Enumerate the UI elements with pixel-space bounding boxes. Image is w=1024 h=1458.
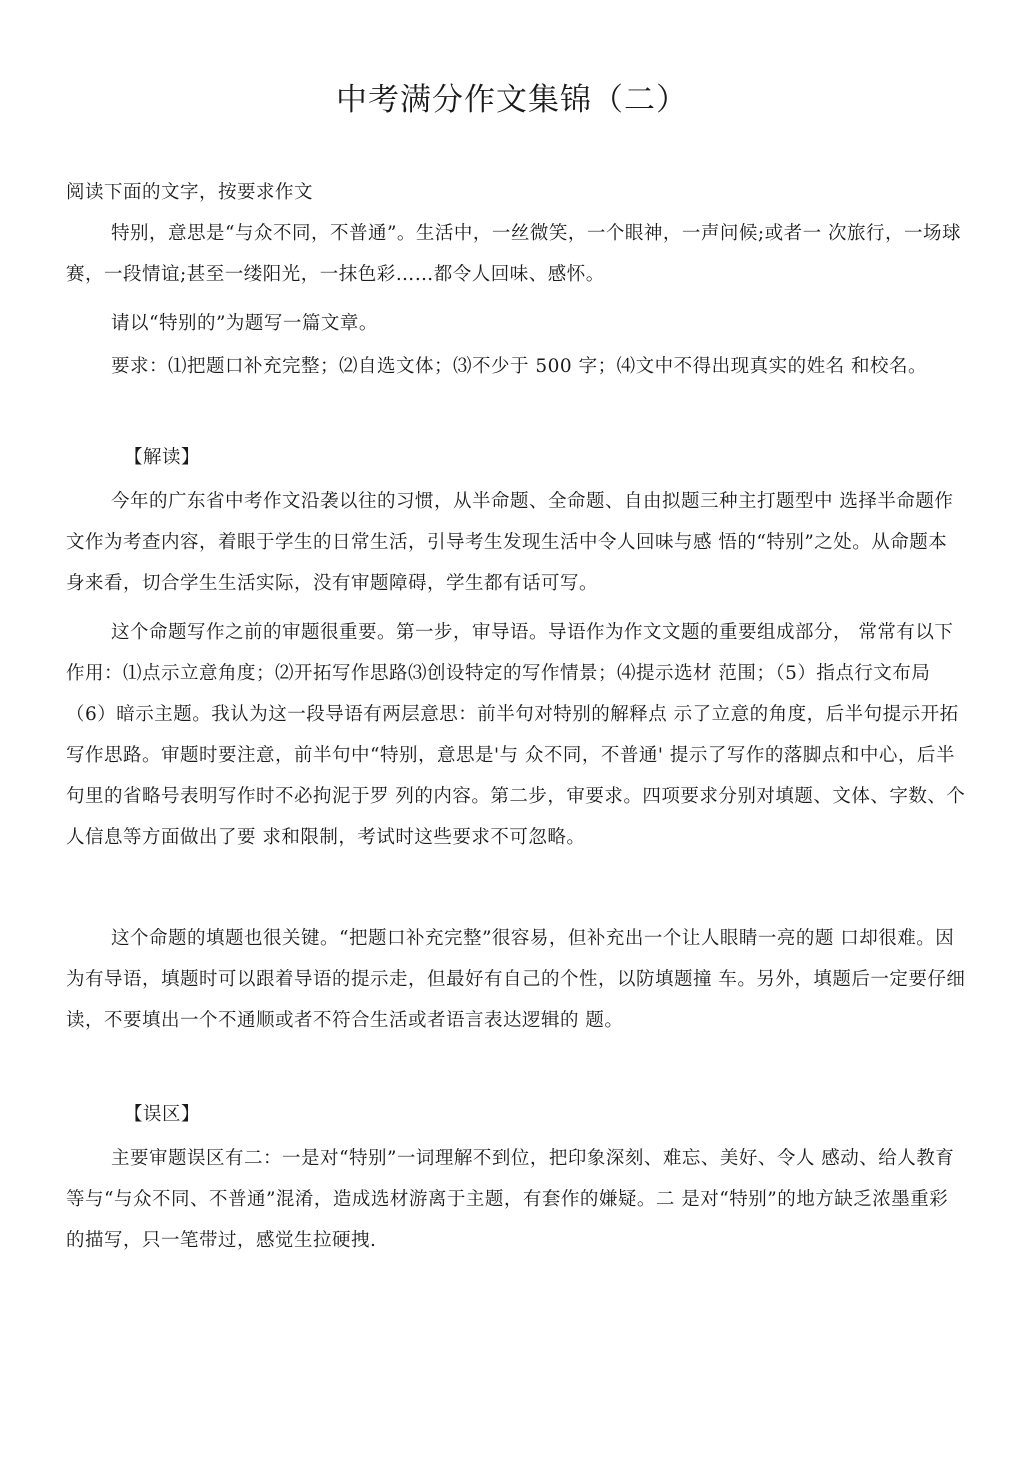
pitfalls-paragraph-1: 主要审题误区有二：一是对“特别”一词理解不到位，把印象深刻、难忘、美好、令人 感动、给人教育等与“与众不同、不普通”混淆，造成选材游离于主题，有套作的嫌疑。二 是对“特别”的地方缺乏浓墨重彩的描写，只一笔带过，感觉生拉硬拽. [66, 1148, 955, 1251]
pitfalls-heading: 【误区】 [124, 1104, 201, 1125]
interpretation-paragraph-3: 这个命题的填题也很关键。“把题口补充完整”很容易，但补充出一个让人眼睛一亮的题 口却很难。因为有导语，填题时可以跟着导语的提示走，但最好有自己的个性，以防填题撞 车。另外，填题后一定要仔细读，不要填出一个不通顺或者不符合生活或者语言表达逻辑的 题。 [66, 928, 966, 1031]
prompt-requirements: 要求：⑴把题口补充完整；⑵自选文体；⑶不少于 500 字；⑷文中不得出现真实的姓名 和校名。 [111, 356, 927, 377]
interpretation-paragraph-1: 今年的广东省中考作文沿袭以往的习惯，从半命题、全命题、自由拟题三种主打题型中 选择半命题作文作为考查内容，着眼于学生的日常生活，引导考生发现生活中令人回味与感 悟的“特别”之处。从命题本身来看，切合学生生活实际，没有审题障碍，学生都有话可写。 [66, 491, 954, 594]
interpretation-heading: 【解读】 [124, 447, 201, 468]
prompt-paragraph-1: 特别，意思是“与众不同，不普通”。生活中，一丝微笑，一个眼神，一声问候;或者一 次旅行，一场球赛，一段情谊;甚至一缕阳光，一抹色彩……都令人回味、感怀。 [66, 223, 962, 285]
page-title: 中考满分作文集锦（二） [336, 82, 688, 118]
prompt-paragraph-2: 请以“特别的”为题写一篇文章。 [111, 313, 378, 334]
interpretation-paragraph-2: 这个命题写作之前的审题很重要。第一步，审导语。导语作为作文文题的重要组成部分， 常常有以下作用：⑴点示立意角度；⑵开拓写作思路⑶创设特定的写作情景；⑷提示选材 范围；（5）指点行文布局（6）暗示主题。我认为这一段导语有两层意思：前半句对特别的解释点 示了立意的角度，后半句提示开拓写作思路。审题时要注意，前半句中“特别，意思是'与 众不同，不普通' 提示了写作的落脚点和中心，后半句里的省略号表明写作时不必拘泥于罗 列的内容。第二步，审要求。四项要求分别对填题、文体、字数、个人信息等方面做出了要 求和限制，考试时这些要求不可忽略。 [66, 622, 966, 848]
prompt-intro: 阅读下面的文字，按要求作文 [66, 182, 314, 203]
